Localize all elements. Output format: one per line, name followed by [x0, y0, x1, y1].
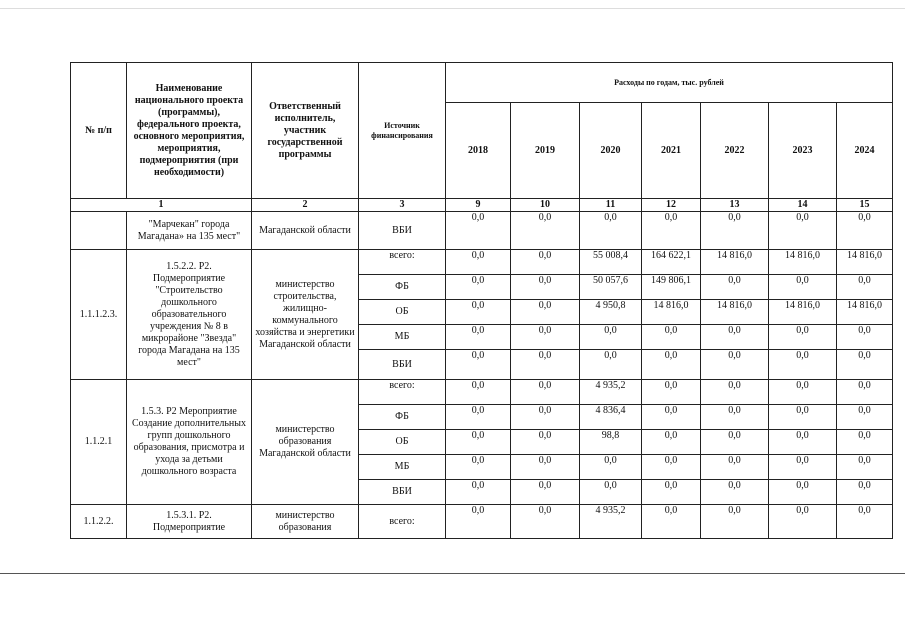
column-number: 12 — [642, 199, 701, 212]
expense-value: 55 008,4 — [580, 250, 642, 275]
expense-value: 14 816,0 — [837, 250, 893, 275]
expense-value: 0,0 — [642, 455, 701, 480]
header-executor-text: Ответственный исполнитель, участник государственной программы — [267, 100, 343, 160]
expense-value: 0,0 — [701, 405, 769, 430]
expense-value: 0,0 — [769, 275, 837, 300]
expense-value: 0,0 — [769, 405, 837, 430]
expense-value: 0,0 — [701, 480, 769, 505]
funding-source: всего: — [359, 380, 446, 405]
expense-value: 0,0 — [837, 430, 893, 455]
expense-value: 0,0 — [446, 212, 511, 250]
expense-value: 4 935,2 — [580, 380, 642, 405]
expense-value: 0,0 — [511, 480, 580, 505]
expense-value: 0,0 — [511, 325, 580, 350]
row-executor-cell — [252, 250, 359, 380]
expense-value: 0,0 — [769, 455, 837, 480]
expense-value: 0,0 — [511, 300, 580, 325]
expense-value: 0,0 — [769, 380, 837, 405]
expense-value: 4 950,8 — [580, 300, 642, 325]
column-number: 11 — [580, 199, 642, 212]
funding-source: всего: — [359, 505, 446, 539]
expense-value: 0,0 — [701, 275, 769, 300]
expense-value: 0,0 — [511, 455, 580, 480]
row-name-cell — [127, 212, 252, 250]
expense-value: 0,0 — [642, 380, 701, 405]
expense-value: 4 836,4 — [580, 405, 642, 430]
row-name-cell — [127, 505, 252, 539]
column-number: 10 — [511, 199, 580, 212]
expense-value: 0,0 — [446, 325, 511, 350]
column-number: 2 — [252, 199, 359, 212]
expense-value: 0,0 — [580, 480, 642, 505]
funding-source: МБ — [359, 325, 446, 350]
header-year: 2018 — [446, 103, 511, 199]
row-executor-cell — [252, 212, 359, 250]
table-row — [71, 212, 893, 250]
table-row — [71, 250, 893, 275]
column-number: 1 — [71, 199, 252, 212]
expense-value: 0,0 — [701, 350, 769, 380]
row-executor: министерство строительства, жилищно-коммунального хозяйства и энергетики Магаданской области — [255, 278, 355, 350]
expense-value: 14 816,0 — [701, 300, 769, 325]
expense-value: 149 806,1 — [642, 275, 701, 300]
header-number: № п/п — [71, 63, 127, 199]
expense-value: 0,0 — [511, 212, 580, 250]
row-name-cell — [127, 250, 252, 380]
table-row — [71, 380, 893, 405]
expense-value: 4 935,2 — [580, 505, 642, 539]
expense-value: 0,0 — [580, 455, 642, 480]
expense-value: 0,0 — [701, 325, 769, 350]
expense-value: 0,0 — [837, 455, 893, 480]
scan-edge-bottom — [0, 573, 905, 574]
expense-value: 0,0 — [511, 275, 580, 300]
expense-value: 0,0 — [769, 480, 837, 505]
expense-value: 0,0 — [446, 350, 511, 380]
header-year: 2021 — [642, 103, 701, 199]
expense-value: 0,0 — [446, 455, 511, 480]
column-number: 3 — [359, 199, 446, 212]
expense-value: 0,0 — [642, 505, 701, 539]
expense-value: 0,0 — [511, 505, 580, 539]
expense-value: 0,0 — [642, 480, 701, 505]
row-name: 1.5.3.1. Р2. Подмероприятие — [152, 509, 226, 533]
funding-source: ОБ — [359, 300, 446, 325]
expense-value: 0,0 — [580, 350, 642, 380]
expense-value: 14 816,0 — [701, 250, 769, 275]
expense-value: 0,0 — [837, 275, 893, 300]
expense-value: 0,0 — [769, 325, 837, 350]
table-body — [71, 212, 893, 539]
expense-value: 0,0 — [837, 505, 893, 539]
header-expenses: Расходы по годам, тыс. рублей — [446, 63, 893, 103]
expense-value: 0,0 — [701, 505, 769, 539]
header-year: 2022 — [701, 103, 769, 199]
expense-value: 0,0 — [580, 325, 642, 350]
column-number: 9 — [446, 199, 511, 212]
expense-value: 0,0 — [642, 350, 701, 380]
row-name: 1.5.2.2. Р2. Подмероприятие "Строительство дошкольного образовательного учреждения № 8 в микрорайоне "Звезда" города Магадана на 135 мест" — [138, 260, 240, 368]
expense-value: 0,0 — [642, 212, 701, 250]
expense-value: 0,0 — [446, 480, 511, 505]
funding-source: ВБИ — [359, 212, 446, 250]
expense-value: 50 057,6 — [580, 275, 642, 300]
funding-source: ОБ — [359, 430, 446, 455]
expense-value: 14 816,0 — [769, 300, 837, 325]
funding-source: МБ — [359, 455, 446, 480]
row-name: 1.5.3. Р2 Мероприятие Создание дополнительных групп дошкольного образования, присмотра и ухода за детьми дошкольного возраста — [131, 406, 247, 477]
header-year: 2019 — [511, 103, 580, 199]
row-executor: министерство образования Магаданской области — [259, 424, 351, 459]
expense-value: 14 816,0 — [769, 250, 837, 275]
expense-value: 98,8 — [580, 430, 642, 455]
expense-value: 0,0 — [837, 350, 893, 380]
expense-value: 0,0 — [446, 300, 511, 325]
expense-value: 0,0 — [837, 480, 893, 505]
expense-value: 0,0 — [701, 380, 769, 405]
column-number: 14 — [769, 199, 837, 212]
column-number: 13 — [701, 199, 769, 212]
expense-value: 0,0 — [837, 325, 893, 350]
expense-value: 0,0 — [446, 380, 511, 405]
expense-value: 0,0 — [511, 350, 580, 380]
expense-value: 164 622,1 — [642, 250, 701, 275]
expense-value: 0,0 — [511, 405, 580, 430]
expense-value: 0,0 — [511, 430, 580, 455]
expense-value: 0,0 — [837, 212, 893, 250]
row-name-cell — [127, 380, 252, 505]
expense-value: 0,0 — [580, 212, 642, 250]
table-row — [71, 505, 893, 539]
funding-source: всего: — [359, 250, 446, 275]
scan-edge-top — [0, 8, 905, 9]
row-executor: министерство образования — [275, 509, 335, 533]
row-executor: Магаданской области — [259, 224, 351, 236]
expense-value: 0,0 — [511, 380, 580, 405]
expense-value: 0,0 — [701, 212, 769, 250]
budget-table — [70, 62, 893, 539]
expense-value: 0,0 — [769, 430, 837, 455]
expense-value: 14 816,0 — [837, 300, 893, 325]
funding-source: ВБИ — [359, 350, 446, 380]
expense-value: 0,0 — [769, 505, 837, 539]
funding-source: ФБ — [359, 275, 446, 300]
row-number — [71, 212, 127, 250]
header-source: Источник финансирования — [359, 63, 446, 199]
row-executor-cell — [252, 505, 359, 539]
column-number: 15 — [837, 199, 893, 212]
expense-value: 0,0 — [446, 430, 511, 455]
funding-source: ФБ — [359, 405, 446, 430]
expense-value: 0,0 — [642, 430, 701, 455]
expense-value: 0,0 — [446, 405, 511, 430]
expense-value: 0,0 — [446, 505, 511, 539]
row-name: "Марчекан" города Магадана» на 135 мест" — [137, 218, 241, 242]
header-name-text: Наименование национального проекта (программы), федерального проекта, основного мероприятия, мероприятия, подмероприятия (при необходимости) — [133, 82, 245, 178]
expense-value: 0,0 — [446, 250, 511, 275]
expense-value: 0,0 — [837, 380, 893, 405]
expense-value: 0,0 — [642, 325, 701, 350]
row-number: 1.1.1.2.3. — [71, 250, 127, 380]
expense-value: 0,0 — [446, 275, 511, 300]
expense-value: 0,0 — [769, 212, 837, 250]
header-year: 2023 — [769, 103, 837, 199]
row-executor-cell — [252, 380, 359, 505]
header-executor — [252, 63, 359, 199]
expense-value: 0,0 — [511, 250, 580, 275]
header-name — [127, 63, 252, 199]
row-number: 1.1.2.1 — [71, 380, 127, 505]
expense-value: 0,0 — [701, 430, 769, 455]
header-year: 2024 — [837, 103, 893, 199]
expense-value: 0,0 — [701, 455, 769, 480]
expense-value: 0,0 — [642, 405, 701, 430]
header-year: 2020 — [580, 103, 642, 199]
row-number: 1.1.2.2. — [71, 505, 127, 539]
expense-value: 0,0 — [837, 405, 893, 430]
expense-value: 14 816,0 — [642, 300, 701, 325]
funding-source: ВБИ — [359, 480, 446, 505]
expense-value: 0,0 — [769, 350, 837, 380]
